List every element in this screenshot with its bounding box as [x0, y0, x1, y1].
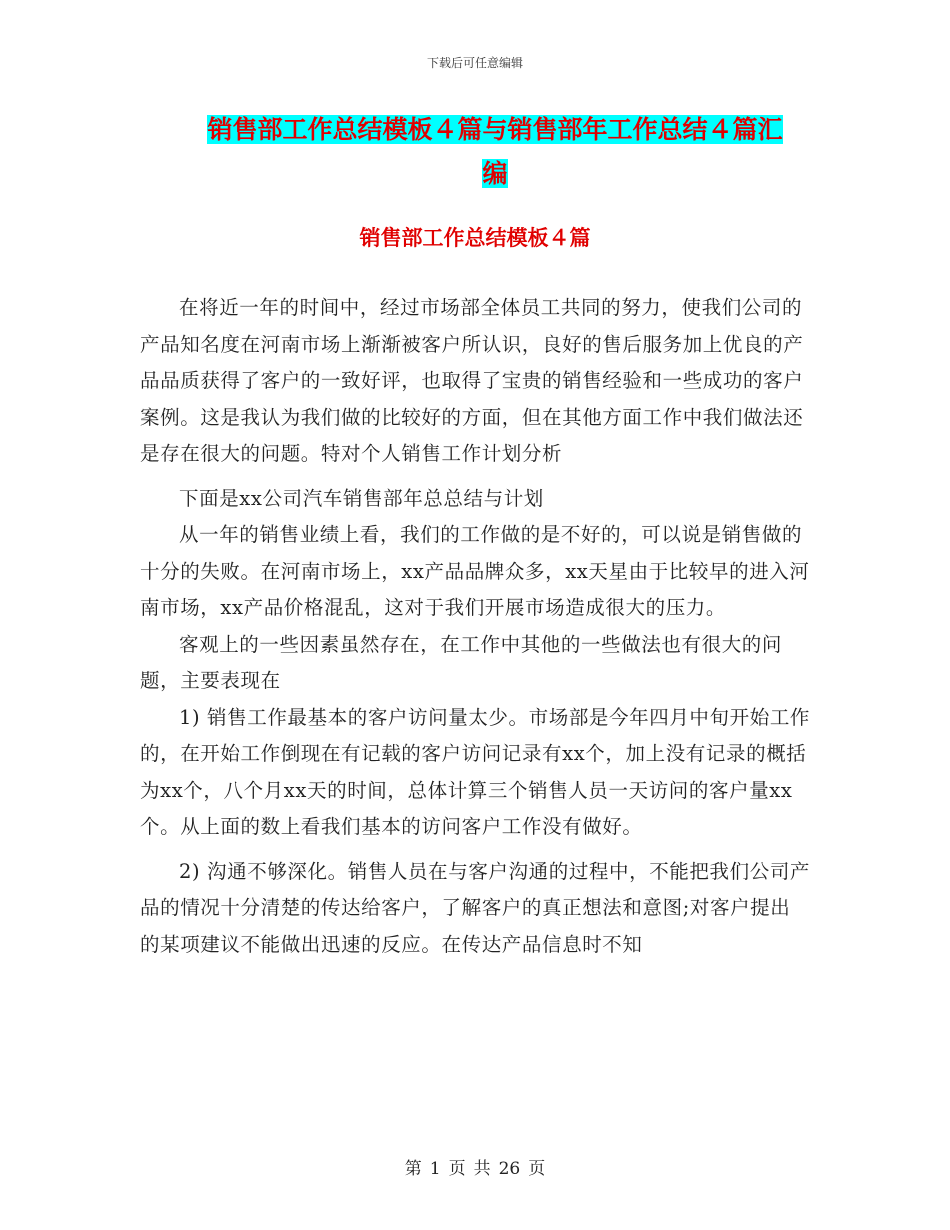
- paragraph-intro: 在将近一年的时间中，经过市场部全体员工共同的努力，使我们公司的产品知名度在河南市场上渐渐被客户所认识，良好的售后服务加上优良的产品品质获得了客户的一致好评，也取得了宝贵的销售经验和一些成功的客户案例。这是我认为我们做的比较好的方面，但在其他方面工作中我们做法还是存在很大的问题。特对个人销售工作计划分析: [140, 296, 804, 465]
- header-note: 下载后可任意编辑: [426, 56, 523, 70]
- section-title: 销售部工作总结模板４篇: [359, 226, 591, 250]
- footer-page-number: 1: [429, 1159, 441, 1179]
- footer-page-label: 页: [448, 1159, 466, 1179]
- paragraph-point-1: 1) 销售工作最基本的客户访问量太少。市场部是今年四月中旬开始工作的，在开始工作倒现在有记载的客户访问记录有xx个，加上没有记录的概括为xx个，八个月xx天的时间，总体计算三个销售人员一天访问的客户量xx个。从上面的数上看我们基本的访问客户工作没有做好。: [140, 705, 811, 838]
- footer-prefix: 第: [404, 1159, 422, 1179]
- paragraph-point-2: 2) 沟通不够深化。销售人员在与客户沟通的过程中，不能把我们公司产品的情况十分清楚的传达给客户，了解客户的真正想法和意图;对客户提出的某项建议不能做出迅速的反应。在传达产品信息时不知: [140, 859, 811, 956]
- document-title: [150, 108, 840, 196]
- document-body: [140, 290, 810, 971]
- page-footer: [0, 1154, 950, 1179]
- paragraph-sales-performance: 从一年的销售业绩上看，我们的工作做的是不好的，可以说是销售做的十分的失败。在河南市场上，xx产品品牌众多，xx天星由于比较早的进入河南市场，xx产品价格混乱，这对于我们开展市场造成很大的压力。: [140, 523, 810, 619]
- footer-suffix: 页: [528, 1159, 546, 1179]
- document-title-line2: 编: [482, 159, 508, 188]
- document-title-line1: 销售部工作总结模板４篇与销售部年工作总结４篇汇: [207, 115, 783, 144]
- footer-total-label: 共: [473, 1159, 491, 1179]
- paragraph-summary-heading: 下面是xx公司汽车销售部年总总结与计划: [179, 486, 544, 510]
- footer-total-pages: 26: [498, 1159, 521, 1179]
- paragraph-problems: 客观上的一些因素虽然存在，在工作中其他的一些做法也有很大的问题，主要表现在: [140, 632, 783, 692]
